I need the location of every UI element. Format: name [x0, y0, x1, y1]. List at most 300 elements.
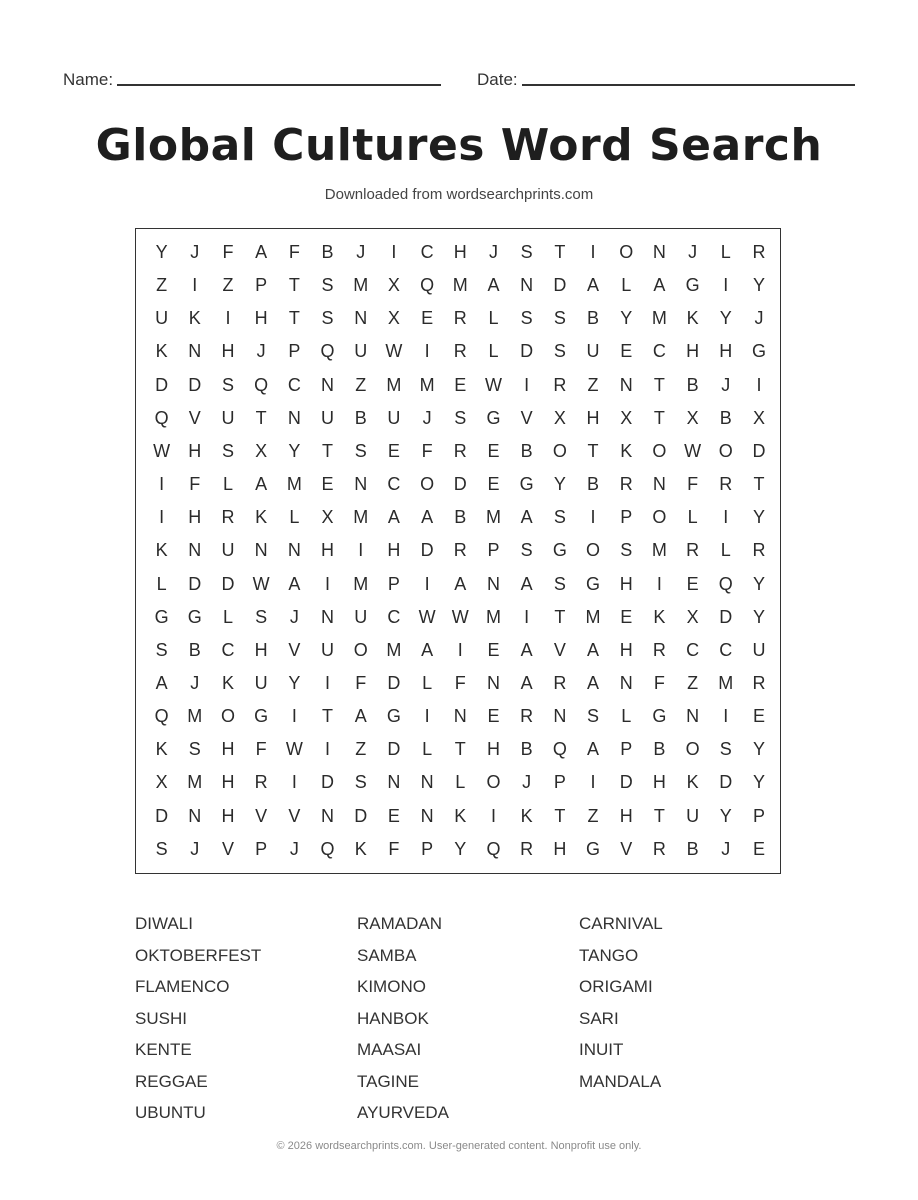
grid-cell[interactable]: P — [553, 772, 566, 793]
grid-cell[interactable]: H — [188, 507, 202, 528]
grid-cell[interactable]: H — [686, 341, 700, 362]
grid-cell[interactable]: O — [220, 706, 235, 727]
grid-cell[interactable]: S — [719, 739, 732, 760]
grid-cell[interactable]: L — [455, 772, 466, 793]
grid-cell[interactable]: I — [723, 275, 729, 296]
grid-cell[interactable]: D — [752, 440, 766, 461]
grid-cell[interactable]: K — [155, 341, 168, 362]
grid-cell[interactable]: D — [453, 474, 467, 495]
grid-cell[interactable]: O — [586, 540, 601, 561]
grid-cell[interactable]: I — [457, 639, 463, 660]
grid-cell[interactable]: G — [586, 573, 601, 594]
grid-cell[interactable]: S — [155, 838, 168, 859]
grid-cell[interactable]: M — [718, 672, 734, 693]
grid-cell[interactable]: D — [188, 374, 202, 395]
grid-cell[interactable]: N — [188, 805, 202, 826]
grid-cell[interactable]: N — [188, 341, 202, 362]
grid-cell[interactable]: S — [255, 606, 268, 627]
grid-cell[interactable]: W — [451, 606, 469, 627]
grid-cell[interactable]: B — [520, 440, 533, 461]
grid-cell[interactable]: V — [288, 639, 301, 660]
grid-cell[interactable]: Y — [752, 606, 765, 627]
grid-cell[interactable]: R — [652, 838, 666, 859]
grid-cell[interactable]: Q — [552, 739, 567, 760]
grid-cell[interactable]: N — [354, 308, 368, 329]
grid-cell[interactable]: U — [221, 540, 235, 561]
grid-cell[interactable]: S — [321, 308, 334, 329]
grid-cell[interactable]: T — [653, 374, 665, 395]
grid-cell[interactable]: U — [387, 407, 401, 428]
grid-cell[interactable]: X — [752, 407, 765, 428]
grid-cell[interactable]: M — [187, 706, 203, 727]
grid-cell[interactable]: S — [553, 507, 566, 528]
grid-cell[interactable]: P — [620, 507, 633, 528]
grid-cell[interactable]: V — [288, 805, 301, 826]
grid-cell[interactable]: D — [188, 573, 202, 594]
grid-cell[interactable]: G — [154, 606, 169, 627]
grid-cell[interactable]: W — [684, 440, 702, 461]
grid-cell[interactable]: J — [522, 772, 532, 793]
grid-cell[interactable]: Y — [620, 308, 633, 329]
grid-cell[interactable]: V — [188, 407, 201, 428]
grid-cell[interactable]: W — [153, 440, 171, 461]
grid-cell[interactable]: A — [653, 275, 666, 296]
grid-cell[interactable]: B — [188, 639, 201, 660]
grid-cell[interactable]: R — [453, 440, 467, 461]
grid-cell[interactable]: I — [524, 606, 530, 627]
grid-cell[interactable]: N — [486, 573, 500, 594]
grid-cell[interactable]: D — [387, 739, 401, 760]
grid-cell[interactable]: N — [188, 540, 202, 561]
grid-cell[interactable]: D — [719, 606, 733, 627]
grid-cell[interactable]: K — [620, 440, 633, 461]
grid-cell[interactable]: O — [552, 440, 567, 461]
grid-cell[interactable]: C — [686, 639, 700, 660]
grid-cell[interactable]: I — [590, 772, 596, 793]
grid-cell[interactable]: N — [553, 706, 567, 727]
grid-cell[interactable]: Q — [320, 838, 335, 859]
grid-cell[interactable]: M — [353, 507, 369, 528]
grid-cell[interactable]: N — [619, 374, 633, 395]
grid-cell[interactable]: E — [752, 838, 765, 859]
grid-cell[interactable]: R — [453, 540, 467, 561]
grid-cell[interactable]: F — [653, 672, 665, 693]
grid-cell[interactable]: D — [719, 772, 733, 793]
grid-cell[interactable]: A — [520, 573, 533, 594]
grid-cell[interactable]: N — [520, 275, 534, 296]
grid-cell[interactable]: Z — [222, 275, 234, 296]
grid-cell[interactable]: Z — [355, 374, 367, 395]
grid-cell[interactable]: V — [620, 838, 633, 859]
grid-cell[interactable]: Y — [752, 772, 765, 793]
grid-cell[interactable]: I — [291, 772, 297, 793]
grid-cell[interactable]: N — [420, 772, 434, 793]
grid-cell[interactable]: I — [524, 374, 530, 395]
grid-cell[interactable]: E — [387, 805, 400, 826]
grid-cell[interactable]: C — [287, 374, 301, 395]
grid-cell[interactable]: J — [190, 838, 200, 859]
grid-cell[interactable]: A — [421, 639, 434, 660]
grid-cell[interactable]: Y — [155, 242, 168, 262]
grid-cell[interactable]: G — [486, 407, 501, 428]
grid-cell[interactable]: V — [255, 805, 268, 826]
grid-cell[interactable]: B — [520, 739, 533, 760]
grid-cell[interactable]: A — [587, 275, 600, 296]
grid-cell[interactable]: Y — [454, 838, 467, 859]
grid-cell[interactable]: S — [553, 573, 566, 594]
grid-cell[interactable]: X — [686, 606, 699, 627]
grid-cell[interactable]: O — [685, 739, 700, 760]
grid-cell[interactable]: I — [424, 341, 430, 362]
grid-cell[interactable]: K — [255, 507, 268, 528]
grid-cell[interactable]: X — [686, 407, 699, 428]
grid-cell[interactable]: S — [221, 374, 234, 395]
grid-cell[interactable]: H — [188, 440, 202, 461]
grid-cell[interactable]: S — [553, 341, 566, 362]
grid-cell[interactable]: R — [520, 838, 534, 859]
grid-cell[interactable]: N — [387, 772, 401, 793]
grid-cell[interactable]: N — [420, 805, 434, 826]
grid-cell[interactable]: O — [652, 507, 667, 528]
grid-cell[interactable]: H — [586, 407, 600, 428]
grid-cell[interactable]: E — [454, 374, 467, 395]
grid-cell[interactable]: W — [385, 341, 403, 362]
grid-cell[interactable]: Y — [553, 474, 566, 495]
grid-cell[interactable]: E — [686, 573, 699, 594]
grid-cell[interactable]: T — [653, 805, 665, 826]
grid-cell[interactable]: R — [553, 672, 567, 693]
grid-cell[interactable]: N — [652, 474, 666, 495]
grid-cell[interactable]: M — [187, 772, 203, 793]
grid-cell[interactable]: H — [619, 805, 633, 826]
grid-cell[interactable]: N — [287, 407, 301, 428]
grid-cell[interactable]: C — [387, 474, 401, 495]
grid-cell[interactable]: W — [418, 606, 436, 627]
grid-cell[interactable]: U — [155, 308, 169, 329]
grid-cell[interactable]: J — [190, 242, 200, 262]
grid-cell[interactable]: R — [719, 474, 733, 495]
grid-cell[interactable]: B — [587, 308, 600, 329]
grid-cell[interactable]: D — [619, 772, 633, 793]
grid-cell[interactable]: P — [620, 739, 633, 760]
grid-cell[interactable]: Z — [687, 672, 699, 693]
grid-cell[interactable]: G — [652, 706, 667, 727]
grid-cell[interactable]: F — [421, 440, 433, 461]
grid-cell[interactable]: E — [620, 606, 633, 627]
grid-cell[interactable]: M — [485, 606, 501, 627]
grid-cell[interactable]: K — [155, 739, 168, 760]
grid-cell[interactable]: L — [222, 474, 233, 495]
grid-cell[interactable]: Y — [288, 672, 301, 693]
grid-cell[interactable]: N — [619, 672, 633, 693]
grid-cell[interactable]: L — [720, 540, 731, 561]
grid-cell[interactable]: V — [221, 838, 234, 859]
grid-cell[interactable]: I — [391, 242, 397, 262]
grid-cell[interactable]: K — [454, 805, 467, 826]
grid-cell[interactable]: P — [487, 540, 500, 561]
grid-cell[interactable]: C — [719, 639, 733, 660]
grid-cell[interactable]: G — [187, 606, 202, 627]
grid-cell[interactable]: F — [355, 672, 367, 693]
grid-cell[interactable]: A — [155, 672, 168, 693]
grid-cell[interactable]: K — [354, 838, 367, 859]
grid-cell[interactable]: S — [520, 308, 533, 329]
grid-cell[interactable]: K — [653, 606, 666, 627]
grid-cell[interactable]: S — [155, 639, 168, 660]
grid-cell[interactable]: J — [488, 242, 498, 262]
grid-cell[interactable]: K — [188, 308, 201, 329]
grid-cell[interactable]: T — [322, 706, 334, 727]
grid-cell[interactable]: R — [520, 706, 534, 727]
grid-cell[interactable]: F — [189, 474, 201, 495]
grid-cell[interactable]: A — [288, 573, 301, 594]
grid-cell[interactable]: A — [587, 739, 600, 760]
grid-cell[interactable]: N — [287, 540, 301, 561]
grid-cell[interactable]: O — [718, 440, 733, 461]
grid-cell[interactable]: O — [486, 772, 501, 793]
date-line[interactable] — [522, 84, 855, 86]
grid-cell[interactable]: D — [321, 772, 335, 793]
grid-cell[interactable]: L — [720, 242, 731, 262]
grid-cell[interactable]: L — [222, 606, 233, 627]
grid-cell[interactable]: R — [686, 540, 700, 561]
grid-cell[interactable]: A — [520, 507, 533, 528]
grid-cell[interactable]: T — [322, 440, 334, 461]
grid-cell[interactable]: F — [288, 242, 300, 262]
grid-cell[interactable]: M — [651, 308, 667, 329]
grid-cell[interactable]: Y — [288, 440, 301, 461]
grid-cell[interactable]: S — [620, 540, 633, 561]
grid-cell[interactable]: Q — [718, 573, 733, 594]
grid-cell[interactable]: E — [752, 706, 765, 727]
grid-cell[interactable]: S — [321, 275, 334, 296]
grid-cell[interactable]: P — [421, 838, 434, 859]
grid-cell[interactable]: O — [652, 440, 667, 461]
grid-cell[interactable]: P — [288, 341, 301, 362]
grid-cell[interactable]: D — [221, 573, 235, 594]
grid-cell[interactable]: D — [354, 805, 368, 826]
grid-cell[interactable]: B — [653, 739, 666, 760]
grid-cell[interactable]: T — [554, 805, 566, 826]
grid-cell[interactable]: Y — [752, 573, 765, 594]
grid-cell[interactable]: V — [520, 407, 533, 428]
grid-cell[interactable]: F — [388, 838, 400, 859]
grid-cell[interactable]: X — [255, 440, 268, 461]
grid-cell[interactable]: S — [454, 407, 467, 428]
grid-cell[interactable]: N — [486, 672, 500, 693]
grid-cell[interactable]: D — [420, 540, 434, 561]
grid-cell[interactable]: T — [454, 739, 466, 760]
grid-cell[interactable]: H — [619, 573, 633, 594]
grid-cell[interactable]: O — [420, 474, 435, 495]
grid-cell[interactable]: M — [485, 507, 501, 528]
grid-cell[interactable]: E — [487, 706, 500, 727]
grid-cell[interactable]: H — [321, 540, 335, 561]
grid-cell[interactable]: H — [553, 838, 567, 859]
grid-cell[interactable]: D — [155, 374, 169, 395]
grid-cell[interactable]: X — [387, 308, 400, 329]
grid-cell[interactable]: Y — [752, 275, 765, 296]
grid-cell[interactable]: M — [286, 474, 302, 495]
grid-cell[interactable]: H — [619, 639, 633, 660]
grid-cell[interactable]: U — [321, 407, 335, 428]
grid-cell[interactable]: R — [752, 540, 766, 561]
grid-cell[interactable]: N — [321, 805, 335, 826]
grid-cell[interactable]: S — [587, 706, 600, 727]
grid-cell[interactable]: G — [685, 275, 700, 296]
grid-cell[interactable]: N — [321, 606, 335, 627]
grid-cell[interactable]: M — [585, 606, 601, 627]
grid-cell[interactable]: K — [686, 308, 699, 329]
grid-cell[interactable]: A — [354, 706, 367, 727]
grid-cell[interactable]: X — [620, 407, 633, 428]
grid-cell[interactable]: H — [221, 341, 235, 362]
grid-cell[interactable]: U — [221, 407, 235, 428]
grid-cell[interactable]: S — [354, 440, 367, 461]
grid-cell[interactable]: C — [221, 639, 235, 660]
grid-cell[interactable]: R — [453, 308, 467, 329]
grid-cell[interactable]: S — [553, 308, 566, 329]
grid-cell[interactable]: H — [719, 341, 733, 362]
grid-cell[interactable]: I — [756, 374, 762, 395]
grid-cell[interactable]: A — [387, 507, 400, 528]
grid-cell[interactable]: X — [155, 772, 168, 793]
grid-cell[interactable]: U — [752, 639, 766, 660]
grid-cell[interactable]: B — [587, 474, 600, 495]
grid-cell[interactable]: C — [420, 242, 434, 262]
grid-cell[interactable]: Y — [719, 308, 732, 329]
grid-cell[interactable]: Z — [587, 805, 599, 826]
grid-cell[interactable]: U — [586, 341, 600, 362]
grid-cell[interactable]: M — [651, 540, 667, 561]
grid-cell[interactable]: J — [289, 838, 299, 859]
grid-cell[interactable]: W — [285, 739, 303, 760]
grid-cell[interactable]: Y — [752, 507, 765, 528]
grid-cell[interactable]: A — [255, 242, 268, 262]
grid-cell[interactable]: I — [590, 507, 596, 528]
grid-cell[interactable]: R — [652, 639, 666, 660]
grid-cell[interactable]: Z — [355, 739, 367, 760]
grid-cell[interactable]: I — [225, 308, 231, 329]
grid-cell[interactable]: T — [587, 440, 599, 461]
grid-cell[interactable]: D — [553, 275, 567, 296]
grid-cell[interactable]: M — [452, 275, 468, 296]
grid-cell[interactable]: X — [553, 407, 566, 428]
grid-cell[interactable]: T — [554, 606, 566, 627]
grid-cell[interactable]: I — [723, 706, 729, 727]
grid-cell[interactable]: R — [254, 772, 268, 793]
grid-cell[interactable]: E — [321, 474, 334, 495]
grid-cell[interactable]: Z — [587, 374, 599, 395]
grid-cell[interactable]: E — [620, 341, 633, 362]
grid-cell[interactable]: N — [254, 540, 268, 561]
grid-cell[interactable]: C — [387, 606, 401, 627]
grid-cell[interactable]: E — [387, 440, 400, 461]
grid-cell[interactable]: A — [454, 573, 467, 594]
grid-cell[interactable]: A — [487, 275, 500, 296]
grid-cell[interactable]: I — [358, 540, 364, 561]
grid-cell[interactable]: U — [321, 639, 335, 660]
grid-cell[interactable]: S — [354, 772, 367, 793]
grid-cell[interactable]: L — [621, 706, 632, 727]
grid-cell[interactable]: L — [156, 573, 167, 594]
grid-cell[interactable]: Q — [154, 706, 169, 727]
grid-cell[interactable]: I — [424, 706, 430, 727]
grid-cell[interactable]: I — [490, 805, 496, 826]
grid-cell[interactable]: I — [424, 573, 430, 594]
grid-cell[interactable]: A — [520, 672, 533, 693]
grid-cell[interactable]: H — [221, 772, 235, 793]
grid-cell[interactable]: L — [422, 672, 433, 693]
grid-cell[interactable]: X — [387, 275, 400, 296]
grid-cell[interactable]: J — [256, 341, 266, 362]
name-line[interactable] — [117, 84, 441, 86]
grid-cell[interactable]: A — [520, 639, 533, 660]
grid-cell[interactable]: G — [586, 838, 601, 859]
grid-cell[interactable]: B — [454, 507, 467, 528]
grid-cell[interactable]: W — [252, 573, 270, 594]
grid-cell[interactable]: G — [552, 540, 567, 561]
grid-cell[interactable]: F — [454, 672, 466, 693]
grid-cell[interactable]: P — [255, 275, 268, 296]
grid-cell[interactable]: R — [553, 374, 567, 395]
grid-cell[interactable]: H — [221, 739, 235, 760]
grid-cell[interactable]: N — [686, 706, 700, 727]
grid-cell[interactable]: G — [751, 341, 766, 362]
grid-cell[interactable]: T — [255, 407, 267, 428]
grid-cell[interactable]: J — [721, 374, 731, 395]
grid-cell[interactable]: H — [453, 242, 467, 262]
grid-cell[interactable]: T — [288, 308, 300, 329]
grid-cell[interactable]: D — [520, 341, 534, 362]
grid-cell[interactable]: J — [190, 672, 200, 693]
grid-cell[interactable]: Y — [752, 739, 765, 760]
grid-cell[interactable]: S — [188, 739, 201, 760]
grid-cell[interactable]: F — [687, 474, 699, 495]
grid-cell[interactable]: K — [686, 772, 699, 793]
grid-cell[interactable]: H — [221, 805, 235, 826]
grid-cell[interactable]: S — [520, 242, 533, 262]
grid-cell[interactable]: B — [686, 838, 699, 859]
grid-cell[interactable]: U — [354, 606, 368, 627]
grid-cell[interactable]: I — [325, 672, 331, 693]
grid-cell[interactable]: K — [221, 672, 234, 693]
grid-cell[interactable]: I — [192, 275, 198, 296]
grid-cell[interactable]: Z — [156, 275, 168, 296]
grid-cell[interactable]: R — [619, 474, 633, 495]
grid-cell[interactable]: K — [520, 805, 533, 826]
grid-cell[interactable]: O — [353, 639, 368, 660]
grid-cell[interactable]: V — [553, 639, 566, 660]
grid-cell[interactable]: B — [719, 407, 732, 428]
date-field[interactable] — [477, 68, 855, 90]
grid-cell[interactable]: G — [254, 706, 269, 727]
grid-cell[interactable]: I — [656, 573, 662, 594]
grid-cell[interactable]: U — [254, 672, 268, 693]
grid-cell[interactable]: I — [325, 739, 331, 760]
grid-cell[interactable]: G — [386, 706, 401, 727]
grid-cell[interactable]: D — [387, 672, 401, 693]
grid-cell[interactable]: J — [422, 407, 432, 428]
grid-cell[interactable]: H — [387, 540, 401, 561]
grid-cell[interactable]: H — [652, 772, 666, 793]
grid-cell[interactable]: A — [587, 639, 600, 660]
grid-cell[interactable]: T — [554, 242, 566, 262]
grid-cell[interactable]: L — [488, 308, 499, 329]
grid-cell[interactable]: D — [155, 805, 169, 826]
grid-cell[interactable]: R — [752, 242, 766, 262]
grid-cell[interactable]: O — [619, 242, 634, 262]
